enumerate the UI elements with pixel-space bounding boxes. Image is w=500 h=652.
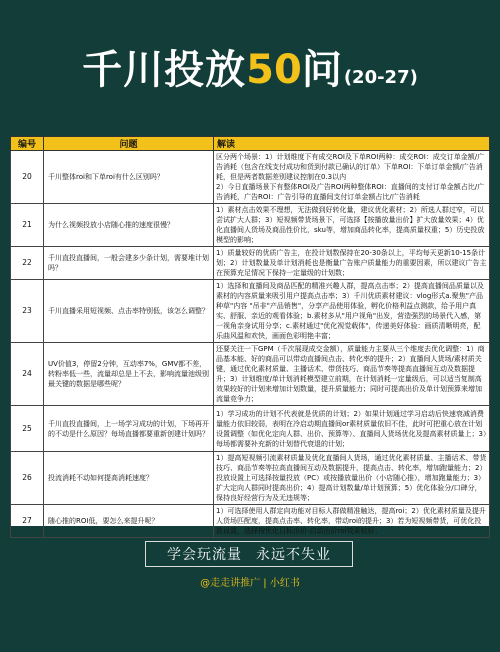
header-question: 问题 — [44, 137, 214, 151]
table-row — [11, 452, 490, 505]
row-question: 投流消耗不动如何提高消耗速度？ — [44, 452, 214, 505]
table-row — [11, 406, 490, 452]
header-answer: 解读 — [214, 137, 490, 151]
qa-sheet — [10, 136, 490, 535]
row-question: 为什么视频投放小店随心推的速度很慢？ — [44, 204, 214, 247]
page-title — [82, 38, 418, 95]
table-row — [11, 505, 490, 538]
row-number: 21 — [11, 204, 44, 247]
table-body — [11, 151, 490, 538]
slogan-left: 学会玩流量 — [167, 547, 242, 563]
row-number: 24 — [11, 343, 44, 406]
title-number: 50 — [246, 46, 302, 93]
row-answer: 还要关注一下GPM（千次展现成交金额），质量能力主要从三个维度去优化调整：1）商品基本能、好的商品可以带动直播间点击、转化率的提升；2）直播间人货场/素材质关键，通过优化素材质量、主播话术、带货技巧、商品节奏等提高直播间互动及数据提升；3）计划维度/单计划消耗模型建立前期，在计划消耗一定量级后，可以适当复制高效果较好的计划来增加计划数量，提升质量能力；同时可提高出价及单计划预算来增加流量竞争力； — [214, 343, 490, 406]
footer-credit: @走走讲推广 | 小红书 — [200, 578, 300, 589]
row-number: 26 — [11, 452, 44, 505]
header-no: 编号 — [11, 137, 44, 151]
title-main: 千川投放 — [82, 46, 247, 93]
row-answer: 1）提高短视频引流素材质量及优化直播间人货场，通过优化素材质量、主播话术、带货技巧、商品节奏等拉高直播间互动及数据提升，提高点击、转化率，增加跑量能力；2）投放设置上可选择按量投放（PC）或按播放量出价（小店随心推），增加跑量能力；3）扩大定向人群同时提高出价；4）提高计划数量/单计划预算；5）优化体验分/口碑分，保持良好经营行为及无违规等； — [214, 452, 490, 505]
row-question: 千川直播采用短视频、点击率特别低，该怎么调整？ — [44, 280, 214, 343]
row-answer: 1）选择和直播间及商品匹配的精准兴趣人群，提高点击率；2）提高直播间品质量以及素材的内容质量来吸引用户提高点击率；3）千川优质素材建议：vlog形式a.聚焦"产品种草"内容 "吊非"产品销售"，分享产品使用体验，孵化价格利益点测款，给予用户真实、舒服、亲近的观看体验；b.素材多从"用户视角"出发，营造强烈的场景代入感，第一视角亲身试用分享；c.素材通过"优化视觉载体"，传递美好体验：画质清晰明亮，配乐曲风温和欢快，画面色彩明艳丰富； — [214, 280, 490, 343]
table-row — [11, 280, 490, 343]
slogan-box — [145, 541, 353, 567]
row-number: 20 — [11, 151, 44, 204]
title-range: (20-27) — [343, 66, 418, 88]
row-question: 千川直投直播间，上一场学习成功的计划，下场再开的不动是什么原因？每场直播都要重新创建计划吗？ — [44, 406, 214, 452]
row-answer: 1）素材点击效果不理想，无法做到好转化量，建议优化素材；2）所选人群过窄，可以尝试扩大人群；3）短视频带货场景下，可选择【按播放量出价】扩大放量效果；4）优化直播间人货场及商品性价比，sku等，增加商品转化率，提高质量权重；5）历史投放模型的影响； — [214, 204, 490, 247]
table-row — [11, 204, 490, 247]
row-question: 千川直投直播间，一般会建多少条计划，需要堆计划吗？ — [44, 247, 214, 280]
slogan-right: 永远不失业 — [256, 547, 331, 563]
row-number: 22 — [11, 247, 44, 280]
table-row — [11, 247, 490, 280]
title-banner — [0, 0, 500, 132]
row-answer: 区分两个场景：1）计划维度下有成交ROI及下单ROI两种：成交ROI：成交订单金额/广告消耗（包含在线支付成功和货到付款已确认的订单）下单ROI：下单订单金额/广告消耗，但是两者数据差别建议控制在0.3以内 2）今日直播场景下有整体ROI及广告ROI两种整体ROI：直播间的支付订单金额占比/广告消耗，广告ROI：广告引导的直播间支付订单金额占比/广告消耗 — [214, 151, 490, 204]
row-number: 27 — [11, 505, 44, 538]
row-question: 千川整体roi和下单roi有什么区别吗？ — [44, 151, 214, 204]
table-header-row — [11, 137, 490, 151]
row-question: UV价值3，停留2分钟，互动率7%，GMV都不差，转粉率低一些，流量却总是上不去，影响流量池级别最关键的数据是哪些呢？ — [44, 343, 214, 406]
row-question: 随心推的ROI低，要怎么来提升呢？ — [44, 505, 214, 538]
table-row — [11, 343, 490, 406]
title-suffix: 问 — [301, 46, 342, 93]
row-answer: 1）可选择使用人群定向功能对目标人群做精准触达，提高roi；2）优化素材质量及提升人货场匹配度，提高点击率、转化率，带动roi的提升；3）若为短视频带货，可优化投放设置，选择按优化目标出价-启动出价roi效果较好； — [214, 505, 490, 538]
qa-table — [10, 136, 490, 538]
row-answer: 1）质量较好的优质广告主，在投计划数保持在20-30条以上，平均每天更新10-15条计划；2）计划数量及单计划消耗也是衡量广告账户质量能力的重要因素，所以建议广告主在预算充足情况下保持一定量级的计划数； — [214, 247, 490, 280]
table-row — [11, 151, 490, 204]
row-number: 23 — [11, 280, 44, 343]
row-number: 25 — [11, 406, 44, 452]
row-answer: 1）学习成功的计划不代表就是优质的计划；2）如果计划通过学习启动后快速衰减消费量能力依旧较弱，表明在冷启动期直播间or素材质量依旧不佳，此时可把重心放在计划设置调整（如优化定向人群、出价、预算等）、直播间人货场优化及提高素材质量上；3）每场都需要补充新的计划替代衰退的计划； — [214, 406, 490, 452]
